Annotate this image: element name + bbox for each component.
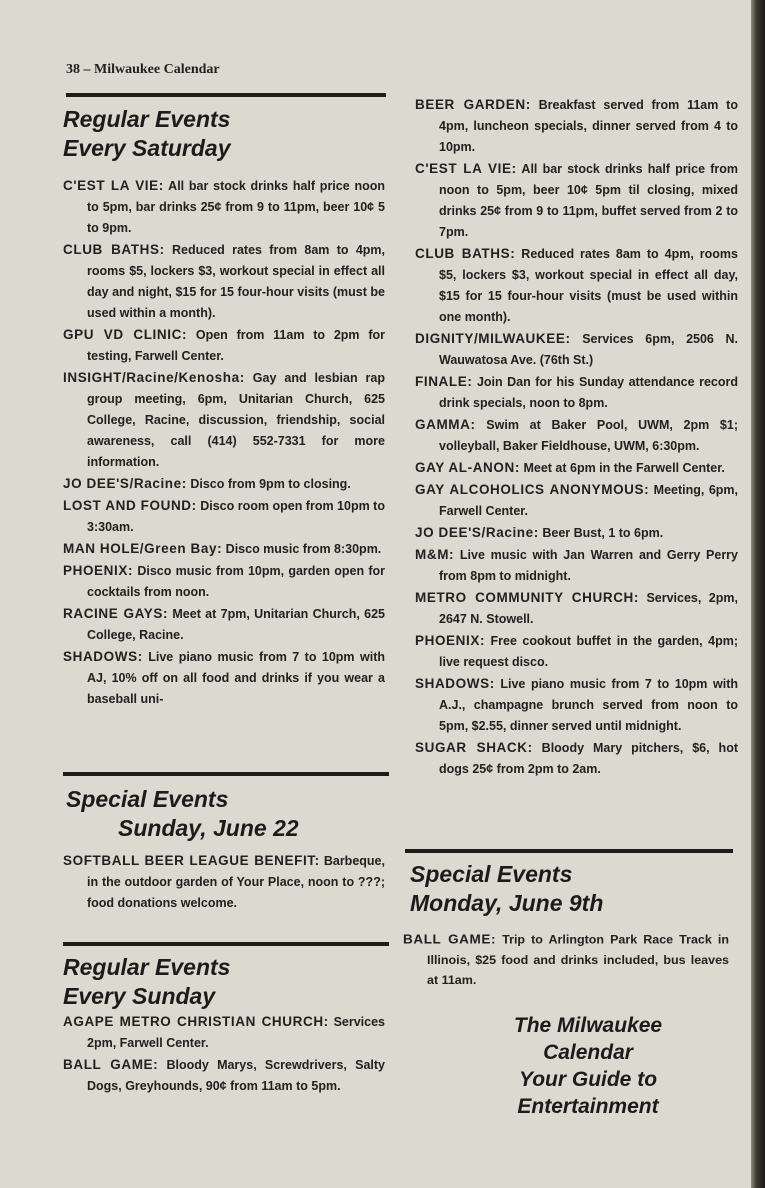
event-description: Disco room open from 10pm to 3:30am.	[87, 499, 385, 534]
listing-entry	[63, 175, 385, 239]
listing-entry	[63, 367, 385, 473]
venue-name: GAMMA:	[415, 417, 476, 432]
event-description: Bloody Marys, Screwdrivers, Salty Dogs, Greyhounds, 90¢ from 11am to 5pm.	[87, 1058, 385, 1093]
venue-name: DIGNITY/MILWAUKEE:	[415, 331, 571, 346]
heading-line: Every Sunday	[63, 983, 216, 1009]
listing-entry	[63, 1054, 385, 1097]
listing-entry	[403, 929, 729, 991]
venue-name: C'EST LA VIE:	[63, 178, 164, 193]
listing-entry	[63, 1011, 385, 1054]
calendar-tagline	[470, 1012, 706, 1120]
venue-name: PHOENIX:	[63, 563, 134, 578]
sunday-heading	[63, 953, 230, 1011]
listing-entry	[63, 603, 385, 646]
listing-entry	[415, 94, 738, 158]
special-events-june-9-heading	[410, 860, 603, 918]
event-description: Live piano music from 7 to 10pm with A.J., champagne brunch served from noon to 5pm, $2.55, dinner served until midnight.	[439, 677, 738, 733]
running-head: 38 – Milwaukee Calendar	[66, 62, 220, 77]
section-rule	[66, 93, 386, 97]
venue-name: METRO COMMUNITY CHURCH:	[415, 590, 639, 605]
event-description: Services, 2pm, 2647 N. Stowell.	[439, 591, 738, 626]
venue-name: SHADOWS:	[63, 649, 143, 664]
listing-entry	[415, 243, 738, 328]
section-rule	[405, 849, 733, 853]
heading-line: Regular Events	[63, 954, 231, 980]
special-events-listings	[403, 929, 729, 991]
event-description: Services 2pm, Farwell Center.	[87, 1015, 385, 1050]
venue-name: RACINE GAYS:	[63, 606, 169, 621]
event-description: Gay and lesbian rap group meeting, 6pm, Unitarian Church, 625 College, Racine, discussion, friendship, social awareness, call (414) 552-7331 for more information.	[87, 371, 385, 469]
venue-name: CLUB BATHS:	[63, 242, 165, 257]
event-description: Services 6pm, 2506 N. Wauwatosa Ave. (76th St.)	[439, 332, 738, 367]
heading-line: Special Events	[410, 861, 573, 887]
event-description: Trip to Arlington Park Race Track in Illinois, $25 food and drinks included, bus leaves at 11am.	[427, 932, 729, 988]
saturday-heading	[63, 105, 230, 163]
event-description: Meeting, 6pm, Farwell Center.	[439, 483, 738, 518]
event-description: Live piano music from 7 to 10pm with AJ, 10% off on all food and drinks if you wear a baseball uni-	[87, 650, 385, 706]
binding-gutter	[751, 0, 765, 1188]
listing-entry	[63, 495, 385, 538]
venue-name: GAY ALCOHOLICS ANONYMOUS:	[415, 482, 650, 497]
venue-name: SUGAR SHACK:	[415, 740, 533, 755]
venue-name: M&M:	[415, 547, 455, 562]
listing-entry	[415, 737, 738, 780]
tagline-line: Entertainment	[517, 1095, 659, 1118]
venue-name: BALL GAME:	[403, 931, 497, 947]
event-description: Barbeque, in the outdoor garden of Your Place, noon to ???; food donations welcome.	[87, 854, 385, 910]
venue-name: MAN HOLE/Green Bay:	[63, 541, 223, 556]
listing-entry	[63, 324, 385, 367]
listing-entry	[415, 158, 738, 243]
venue-name: JO DEE'S/Racine:	[415, 525, 539, 540]
venue-name: GAY AL-ANON:	[415, 460, 520, 475]
listing-entry	[415, 479, 738, 522]
listing-entry	[415, 673, 738, 737]
venue-name: SOFTBALL BEER LEAGUE BENEFIT:	[63, 853, 320, 868]
venue-name: SHADOWS:	[415, 676, 495, 691]
event-description: Swim at Baker Pool, UWM, 2pm $1; volleyball, Baker Fieldhouse, UWM, 6:30pm.	[439, 418, 738, 453]
tagline-line: Your Guide to	[518, 1068, 658, 1091]
section-rule	[63, 942, 389, 946]
listing-entry	[63, 646, 385, 710]
event-description: Free cookout buffet in the garden, 4pm; live request disco.	[439, 634, 738, 669]
listing-entry	[415, 457, 738, 479]
venue-name: BALL GAME:	[63, 1057, 159, 1072]
sunday-listings	[63, 1011, 385, 1097]
venue-name: AGAPE METRO CHRISTIAN CHURCH:	[63, 1014, 329, 1029]
sunday-listings-continued	[415, 94, 738, 780]
event-description: All bar stock drinks half price from noon to 5pm, beer 10¢ 5pm til closing, mixed drinks 25¢ from 9 to 11pm, buffet served from 2 to 7pm.	[439, 162, 738, 239]
heading-line: Monday, June 9th	[410, 890, 604, 916]
listing-entry	[415, 544, 738, 587]
event-description: Meet at 6pm in the Farwell Center.	[523, 461, 725, 475]
saturday-listings	[63, 175, 385, 710]
listing-entry	[63, 239, 385, 324]
section-rule	[63, 772, 389, 776]
event-description: Beer Bust, 1 to 6pm.	[542, 526, 664, 540]
heading-line: Regular Events	[63, 106, 231, 132]
event-description: Breakfast served from 11am to 4pm, luncheon specials, dinner served from 4 to 10pm.	[439, 98, 738, 154]
event-description: Disco music from 8:30pm.	[225, 542, 382, 556]
listing-entry	[415, 371, 738, 414]
event-description: Disco music from 10pm, garden open for cocktails from noon.	[87, 564, 385, 599]
venue-name: INSIGHT/Racine/Kenosha:	[63, 370, 245, 385]
event-description: Meet at 7pm, Unitarian Church, 625 College, Racine.	[87, 607, 385, 642]
venue-name: PHOENIX:	[415, 633, 486, 648]
event-description: Bloody Mary pitchers, $6, hot dogs 25¢ from 2pm to 2am.	[439, 741, 738, 776]
listing-entry	[415, 630, 738, 673]
event-description: Join Dan for his Sunday attendance record drink specials, noon to 8pm.	[439, 375, 738, 410]
event-description: Disco from 9pm to closing.	[190, 477, 351, 491]
heading-line: Every Saturday	[63, 135, 231, 161]
venue-name: GPU VD CLINIC:	[63, 327, 188, 342]
listing-entry	[415, 587, 738, 630]
listing-entry	[415, 522, 738, 544]
event-description: Open from 11am to 2pm for testing, Farwell Center.	[87, 328, 385, 363]
event-description: Live music with Jan Warren and Gerry Perry from 8pm to midnight.	[439, 548, 738, 583]
event-description: All bar stock drinks half price noon to 5pm, bar drinks 25¢ from 9 to 11pm, beer 10¢ 5 to 9pm.	[87, 179, 385, 235]
special-events-listings	[63, 850, 385, 914]
heading-line: Special Events	[66, 786, 229, 812]
listing-entry	[415, 328, 738, 371]
listing-entry	[415, 414, 738, 457]
listing-entry	[63, 538, 385, 560]
venue-name: C'EST LA VIE:	[415, 161, 517, 176]
venue-name: FINALE:	[415, 374, 473, 389]
tagline-line: Calendar	[543, 1041, 633, 1064]
venue-name: CLUB BATHS:	[415, 246, 516, 261]
venue-name: BEER GARDEN:	[415, 97, 531, 112]
listing-entry	[63, 560, 385, 603]
event-description: Reduced rates from 8am to 4pm, rooms $5, lockers $3, workout special in effect all day and night, $15 for 15 four-hour visits (must be used within a month).	[87, 243, 385, 320]
listing-entry	[63, 850, 385, 914]
venue-name: JO DEE'S/Racine:	[63, 476, 187, 491]
event-description: Reduced rates 8am to 4pm, rooms $5, lockers $3, workout special in effect all day, $15 for 15 four-hour visits (must be used within one month).	[439, 247, 738, 324]
listing-entry	[63, 473, 385, 495]
tagline-line: The Milwaukee	[513, 1014, 663, 1037]
special-events-june-22-heading	[66, 785, 299, 843]
venue-name: LOST AND FOUND:	[63, 498, 197, 513]
heading-line: Sunday, June 22	[118, 815, 299, 841]
